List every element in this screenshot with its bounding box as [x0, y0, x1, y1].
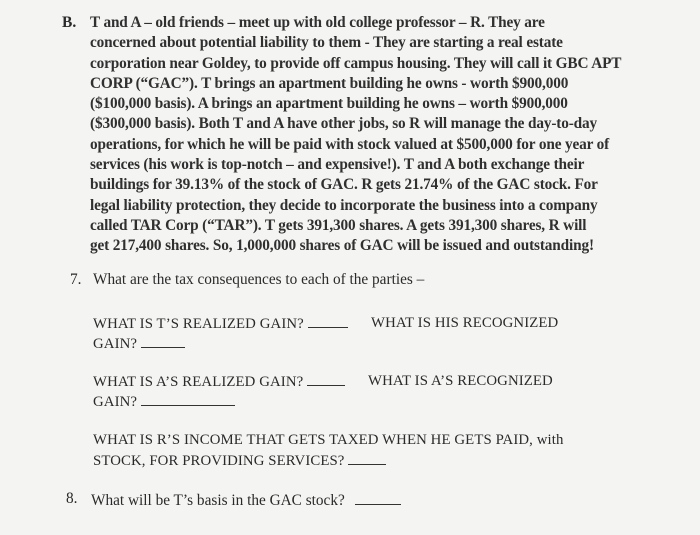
r-income-line2: STOCK, FOR PROVIDING SERVICES?: [93, 453, 345, 469]
paragraph-line: CORP (“GAC”). T brings an apartment building he owns - worth $900,000: [90, 74, 569, 92]
a-gain-row: [93, 391, 235, 412]
a-realized-blank[interactable]: [307, 371, 345, 386]
cut-off-next-line: [60, 528, 260, 535]
question-8-number: 8.: [66, 490, 78, 507]
a-realized-row: [93, 371, 345, 392]
paragraph-line: legal liability protection, they decide to incorporate the business into a company: [90, 196, 598, 214]
t-realized-label: WHAT IS T’S REALIZED GAIN?: [93, 316, 304, 332]
t-realized-blank[interactable]: [308, 313, 348, 328]
r-income-blank[interactable]: [348, 450, 386, 465]
paragraph-line: operations, for which he will be paid with stock valued at $500,000 for one year of: [90, 135, 610, 153]
t-gain-row: [93, 333, 185, 354]
paragraph-line: ($100,000 basis). A brings an apartment building he owns – worth $900,000: [90, 95, 568, 113]
t-gain-label: GAIN?: [93, 336, 138, 352]
a-realized-label: WHAT IS A’S REALIZED GAIN?: [93, 374, 304, 390]
section-label: B.: [62, 14, 77, 31]
question-7-number: 7.: [70, 271, 82, 288]
a-recognized-blank[interactable]: [141, 391, 235, 406]
paragraph-line: corporation near Goldey, to provide off campus housing. They will call it GBC APT: [90, 54, 622, 72]
paragraph-line: T and A – old friends – meet up with old college professor – R. They are: [90, 14, 545, 31]
a-recognized-label: WHAT IS A’S RECOGNIZED: [368, 373, 553, 389]
t-recognized-label: WHAT IS HIS RECOGNIZED: [371, 315, 559, 331]
scenario-paragraph: [90, 13, 635, 257]
t-basis-blank[interactable]: [355, 490, 401, 505]
question-8-text: What will be T’s basis in the GAC stock?: [91, 492, 345, 509]
a-gain-label: GAIN?: [93, 394, 138, 410]
paragraph-line: called TAR Corp (“TAR”). T gets 391,300 shares. A gets 391,300 shares, R will: [90, 216, 587, 234]
paragraph-line: get 217,400 shares. So, 1,000,000 shares of GAC will be issued and outstanding!: [90, 237, 594, 255]
paragraph-line: concerned about potential liability to them - They are starting a real estate: [90, 34, 563, 52]
paragraph-line: buildings for 39.13% of the stock of GAC. R gets 21.74% of the GAC stock. For: [90, 176, 598, 194]
paragraph-line: ($300,000 basis). Both T and A have other jobs, so R will manage the day-to-day: [90, 115, 598, 133]
r-income-line1: WHAT IS R’S INCOME THAT GETS TAXED WHEN HE GETS PAID, with: [93, 432, 564, 448]
t-realized-row: [93, 313, 348, 334]
paragraph-line: services (his work is top-notch – and expensive!). T and A both exchange their: [90, 156, 585, 174]
question-7-text: What are the tax consequences to each of the parties –: [93, 271, 425, 288]
t-recognized-blank[interactable]: [141, 333, 185, 348]
r-income-row: [93, 450, 386, 471]
question-8-row: [91, 490, 401, 510]
